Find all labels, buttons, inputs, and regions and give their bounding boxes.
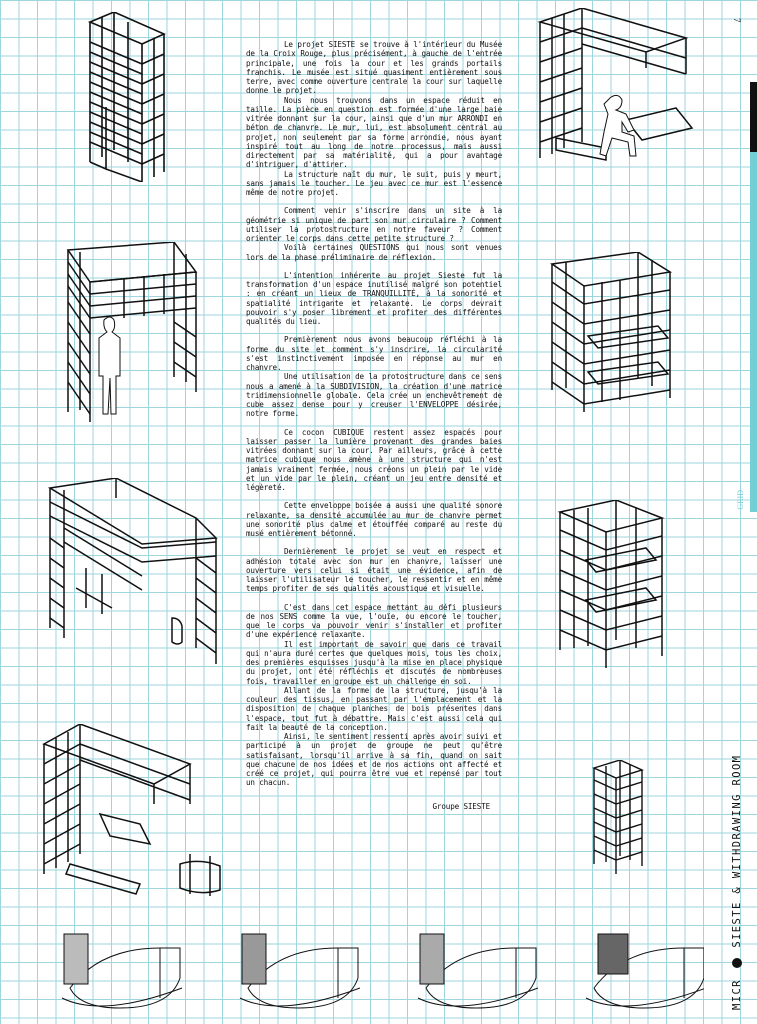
paragraph: Ainsi, le sentiment ressenti après avoir suivi et participé à un projet de groupe ne peut qu'être satisfaisant, lorsqu'il arrive à sa fin, quand on sait que chacune de nos idées et de nos actions ont affecté et créé ce projet, qui pourra être vue et repensé par tout un chacun. xyxy=(246,732,502,788)
paragraph: Le projet SIESTE se trouve à l'intérieur du Musée de la Croix Rouge, plus précisément, à gauche de l'entrée principale, une fois la cour et les grands portails franchis. Le musée est situé quasiment entièrement sous terre, avec comme ouverture centrale la cour sur laquelle donne le projet. xyxy=(246,40,502,96)
paragraph: Premièrement nous avons beaucoup réfléchi à la forme du site et comment s'y inscrire, la circularité s'est instinctivement imposée en réponse au mur en chanvre. xyxy=(246,335,502,372)
filled-circle-icon xyxy=(732,958,742,968)
paragraph: Ce cocon CUBIQUE restent assez espacés pour laisser passer la lumière provenant des grandes baies vitrées donnant sur la cour. Par ailleurs, grâce à cette matrice cubique nous amène à une structure qui n'est jamais vraiment fermée, nous créons un plein par le vide et un vide par le plein, créant un jeu entre densité et légèreté. xyxy=(246,427,502,492)
section-label: GRID xyxy=(736,490,745,510)
lattice-small-column xyxy=(590,760,646,876)
paragraph: Dernièrement le projet se veut en respect et adhésion totale avec son mur en chanvre, laisser une ouverture vers celui si était une évidence, afin de laisser l'utilisateur le toucher, le ressentir et en même temps profiter de ses qualités acoustique et visuelle. xyxy=(246,547,502,594)
running-title-right: SIESTE & WITHDRAWING ROOM xyxy=(731,754,743,948)
lattice-cube-with-shelf xyxy=(548,252,674,414)
article-body xyxy=(246,40,502,820)
paragraph: Cette enveloppe boisée a aussi une qualité sonore relaxante, sa densité accumulée au mur de chanvre permet une sonorité plus calme et étouffée comparé au reste du musé entièrement bétonné. xyxy=(246,501,502,538)
paragraph: Une utilisation de la protostructure dans ce sens nous a amené à la SUBDIVISION, la création d'une matrice tridimensionnelle globale. Cela crée un enchevêtrement de cube assez dense pour y creuser l'ENVELOPPE désirée, notre forme. xyxy=(246,372,502,419)
paragraph: Comment venir s'inscrire dans un site à la géométrie si unique de part son mur circulaire ? Comment utiliser la protostructure en notre faveur ? Comment orienter le corps dans cette petite structure ? xyxy=(246,206,502,243)
paragraph: L'intention inhérente au projet Sieste fut la transformation d'un espace inutilisé malgré son potentiel : en créant un lieux de TRANQUILLITÉ, à la sonorité et spatialité intrigante et relaxante. Le corps devrait pouvoir s'y poser librement et profiter des différentes qualités du lieu. xyxy=(246,270,502,326)
paragraph: C'est dans cet espace mettant au défi plusieurs de nos SENS comme la vue, l'ouïe, ou encore le toucher, que le corps va pouvoir venir s'installer et profiter d'une expérience relaxante. xyxy=(246,602,502,640)
paragraph: Allant de la forme de la structure, jusqu'à la couleur des tissus, en passant par l'emplacement et la disposition de chaque planches de bois présentes dans l'espace, tout fut à débattre. Mais c'est aussi cela qui fait la beauté de la conception. xyxy=(246,685,502,732)
lattice-column-axonometric xyxy=(84,12,166,182)
paragraph: Nous nous trouvons dans un espace réduit en taille. La pièce en question est formée d'une large baie vitrée donnant sur la cour, ainsi que d'un mur ARRONDI en béton de chanvre. Le mur, lui, est absolument central au projet, non seulement par sa forme arrondie, nous ayant inspiré tout au long de notre processus, mais aussi directement par sa matérialité, qui a pour avantage d'intriguer, d'attirer. xyxy=(246,95,502,170)
paragraph: Voilà certaines QUESTIONS qui nous sont venues lors de la phase préliminaire de réflexion. xyxy=(246,243,502,262)
section-tab xyxy=(750,152,757,512)
running-title xyxy=(731,740,743,1010)
paragraph: Il est important de savoir que dans ce travail qui n'aura duré certes que quelques mois, tous les choix, des premières esquisses jusqu'à la mise en place physique du projet, ont été réfléchis et discutés de nombreuses fois, travailler en groupe est un challenge en soi. xyxy=(246,639,502,686)
paragraph: La structure naît du mur, le suit, puis y meurt, sans jamais le toucher. Le jeu avec ce mur est l'essence même de notre projet. xyxy=(246,169,502,197)
lattice-corner-with-bench xyxy=(40,724,240,914)
lattice-arch-with-figure xyxy=(64,242,200,428)
page-number: 7 xyxy=(732,18,742,23)
lattice-tower-shelves xyxy=(556,500,666,670)
signature: Groupe SIESTE xyxy=(432,801,490,811)
running-title-left: MICR xyxy=(731,979,743,1010)
site-plan-strip xyxy=(44,928,704,1018)
lattice-arch-open xyxy=(46,478,218,668)
section-tab-marker xyxy=(750,82,757,152)
lattice-seated-figure xyxy=(536,8,696,178)
